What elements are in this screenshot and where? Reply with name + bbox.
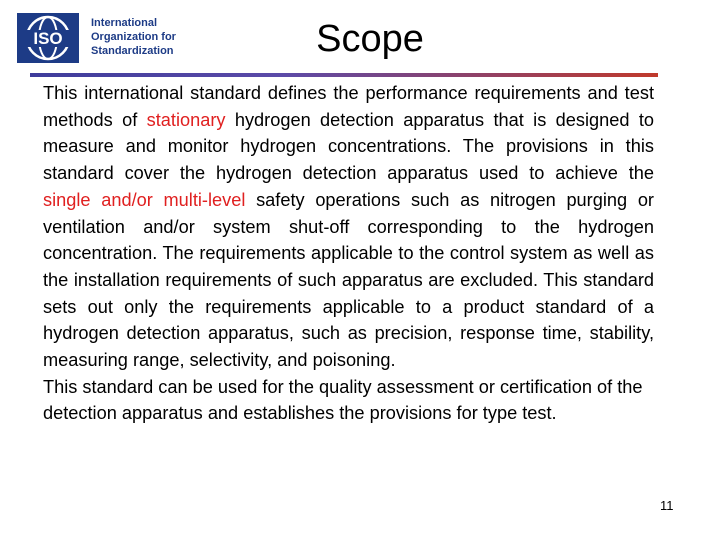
highlight-single-multi-level: single and/or multi-level <box>43 189 246 210</box>
paragraph-1-text-b: hydrogen detection apparatus that is designed to measure and monitor hydrogen concentrations. The provisions in this standard cover the hydrogen detection apparatus used to achieve the <box>43 109 654 184</box>
scope-paragraph-1 <box>43 80 654 374</box>
logo-wordmark <box>91 16 191 58</box>
paragraph-1-text-a: This international standard defines the performance requirements and test methods of <box>43 83 654 130</box>
scope-paragraph-2: This standard can be used for the quality assessment or certification of the detection apparatus and establishes the provisions for type test. <box>43 376 643 424</box>
page-number: 11 <box>660 498 674 513</box>
iso-logo-mark <box>17 13 79 63</box>
iso-logo <box>17 13 185 63</box>
highlight-stationary: stationary <box>146 109 226 130</box>
logo-line-1: International <box>91 17 158 29</box>
paragraph-1-text-c: safety operations such as nitrogen purging or ventilation and/or system shut-off corresponding to the hydrogen concentration. The requirements applicable to the control system as well as the installation requirements of such apparatus are excluded. This standard sets out only the requirements applicable to a product standard of a hydrogen detection apparatus, such as precision, response time, stability, measuring range, selectivity, and poisoning. <box>43 189 654 371</box>
logo-mark-text: ISO <box>33 29 63 48</box>
logo-line-2: Organization for <box>91 31 176 43</box>
logo-line-3: Standardization <box>91 45 174 57</box>
title-divider <box>30 73 658 77</box>
slide-title: Scope <box>316 18 424 60</box>
slide-body <box>43 80 654 427</box>
